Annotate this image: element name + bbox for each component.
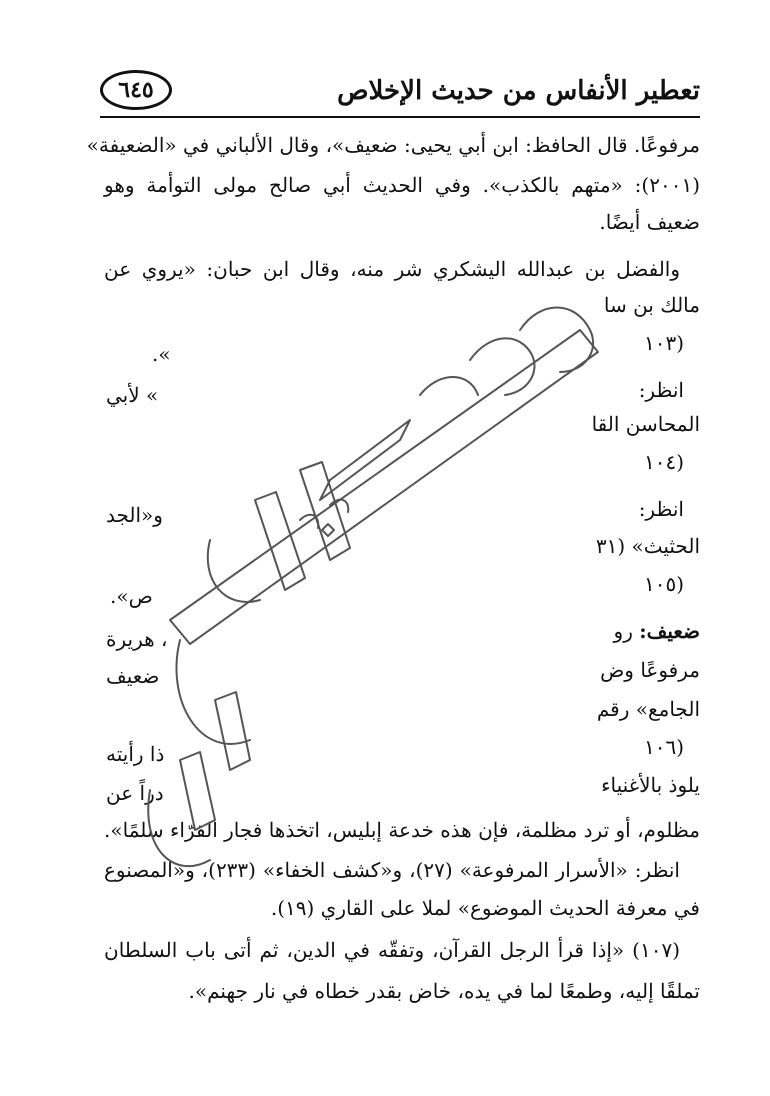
watermark-stroke <box>300 462 350 560</box>
text-line: تملقًا إليه، وطمعًا لما في يده، خاض بقدر خطاه في نار جهنم». <box>188 979 700 1003</box>
watermark-stroke <box>215 692 250 770</box>
text-fragment: ص». <box>110 584 153 608</box>
watermark-stroke <box>176 640 250 744</box>
running-title: تعطير الأنفاس من حديث الإخلاص <box>337 76 700 106</box>
header-divider <box>100 116 700 118</box>
text-line: انظر: «الأسرار المرفوعة» (٢٧)، و«كشف الخفاء» (٢٣٣)، و«المصنوع <box>104 858 680 882</box>
text-fragment: ، هريرة <box>106 627 168 651</box>
grading-label: ضعيف: <box>639 619 700 643</box>
watermark-stroke <box>330 500 348 512</box>
footnote-number: (١٠٦ <box>643 735 684 759</box>
text-line: مرفوعًا. قال الحافظ: ابن أبي يحيى: ضعيف»، وقال الألباني في «الضعيفة» <box>86 133 700 157</box>
text-line: مالك بن سا <box>603 293 700 317</box>
text-fragment: دراً عن <box>106 781 164 805</box>
text-fragment: ذا رأيته <box>106 742 165 766</box>
footnote-number: (١٠٤ <box>643 450 684 474</box>
text-line: (١٠٧) «إذا قرأ الرجل القرآن، وتفقّه في الدين، ثم أتى باب السلطان <box>104 938 680 962</box>
watermark-stroke <box>322 524 334 536</box>
watermark-stroke <box>208 540 260 602</box>
text-line: والفضل بن عبدالله اليشكري شر منه، وقال ابن حبان: «يروي عن <box>104 257 680 281</box>
watermark-stroke <box>420 377 478 395</box>
watermark-stroke <box>300 515 318 528</box>
watermark-stroke <box>520 308 593 373</box>
watermark-stroke <box>170 330 598 644</box>
text-line: المحاسن القا <box>591 412 700 436</box>
text-fragment: ضعيف <box>106 664 160 688</box>
text-line: مرفوعًا وض <box>600 658 700 682</box>
text-fragment: و«الجد <box>106 503 163 527</box>
text-line: انظر: <box>638 497 684 521</box>
text-fragment: رو <box>613 619 633 643</box>
text-line: ضعيف أيضًا. <box>599 210 700 234</box>
text-line: الجامع» رقم <box>596 697 700 721</box>
text-line: في معرفة الحديث الموضوع» لملا على القاري (١٩). <box>270 896 700 920</box>
text-line: (٢٠٠١): «متهم بالكذب». وفي الحديث أبي صالح مولى التوأمة وهو <box>104 173 700 197</box>
text-fragment: » لأبي <box>106 383 159 407</box>
text-line: مظلوم، أو ترد مظلمة، فإن هذه خدعة إبليس، اتخذها فجار القرّاء سلمًا». <box>104 818 700 842</box>
running-header <box>100 68 700 118</box>
text-line <box>614 619 700 643</box>
footnote-number: (١٠٣ <box>643 331 684 355</box>
watermark-stroke <box>320 420 410 500</box>
page-number: ٦٤٥ <box>100 70 172 110</box>
footnote-number: (١٠٥ <box>643 572 684 596</box>
watermark-stroke <box>470 338 534 395</box>
text-line: انظر: <box>638 378 684 402</box>
watermark-stroke <box>255 492 305 590</box>
text-line: يلوذ بالأغنياء <box>601 773 700 797</box>
text-line: الحثيث» (٣١ <box>595 534 700 558</box>
text-fragment: ». <box>152 342 171 366</box>
